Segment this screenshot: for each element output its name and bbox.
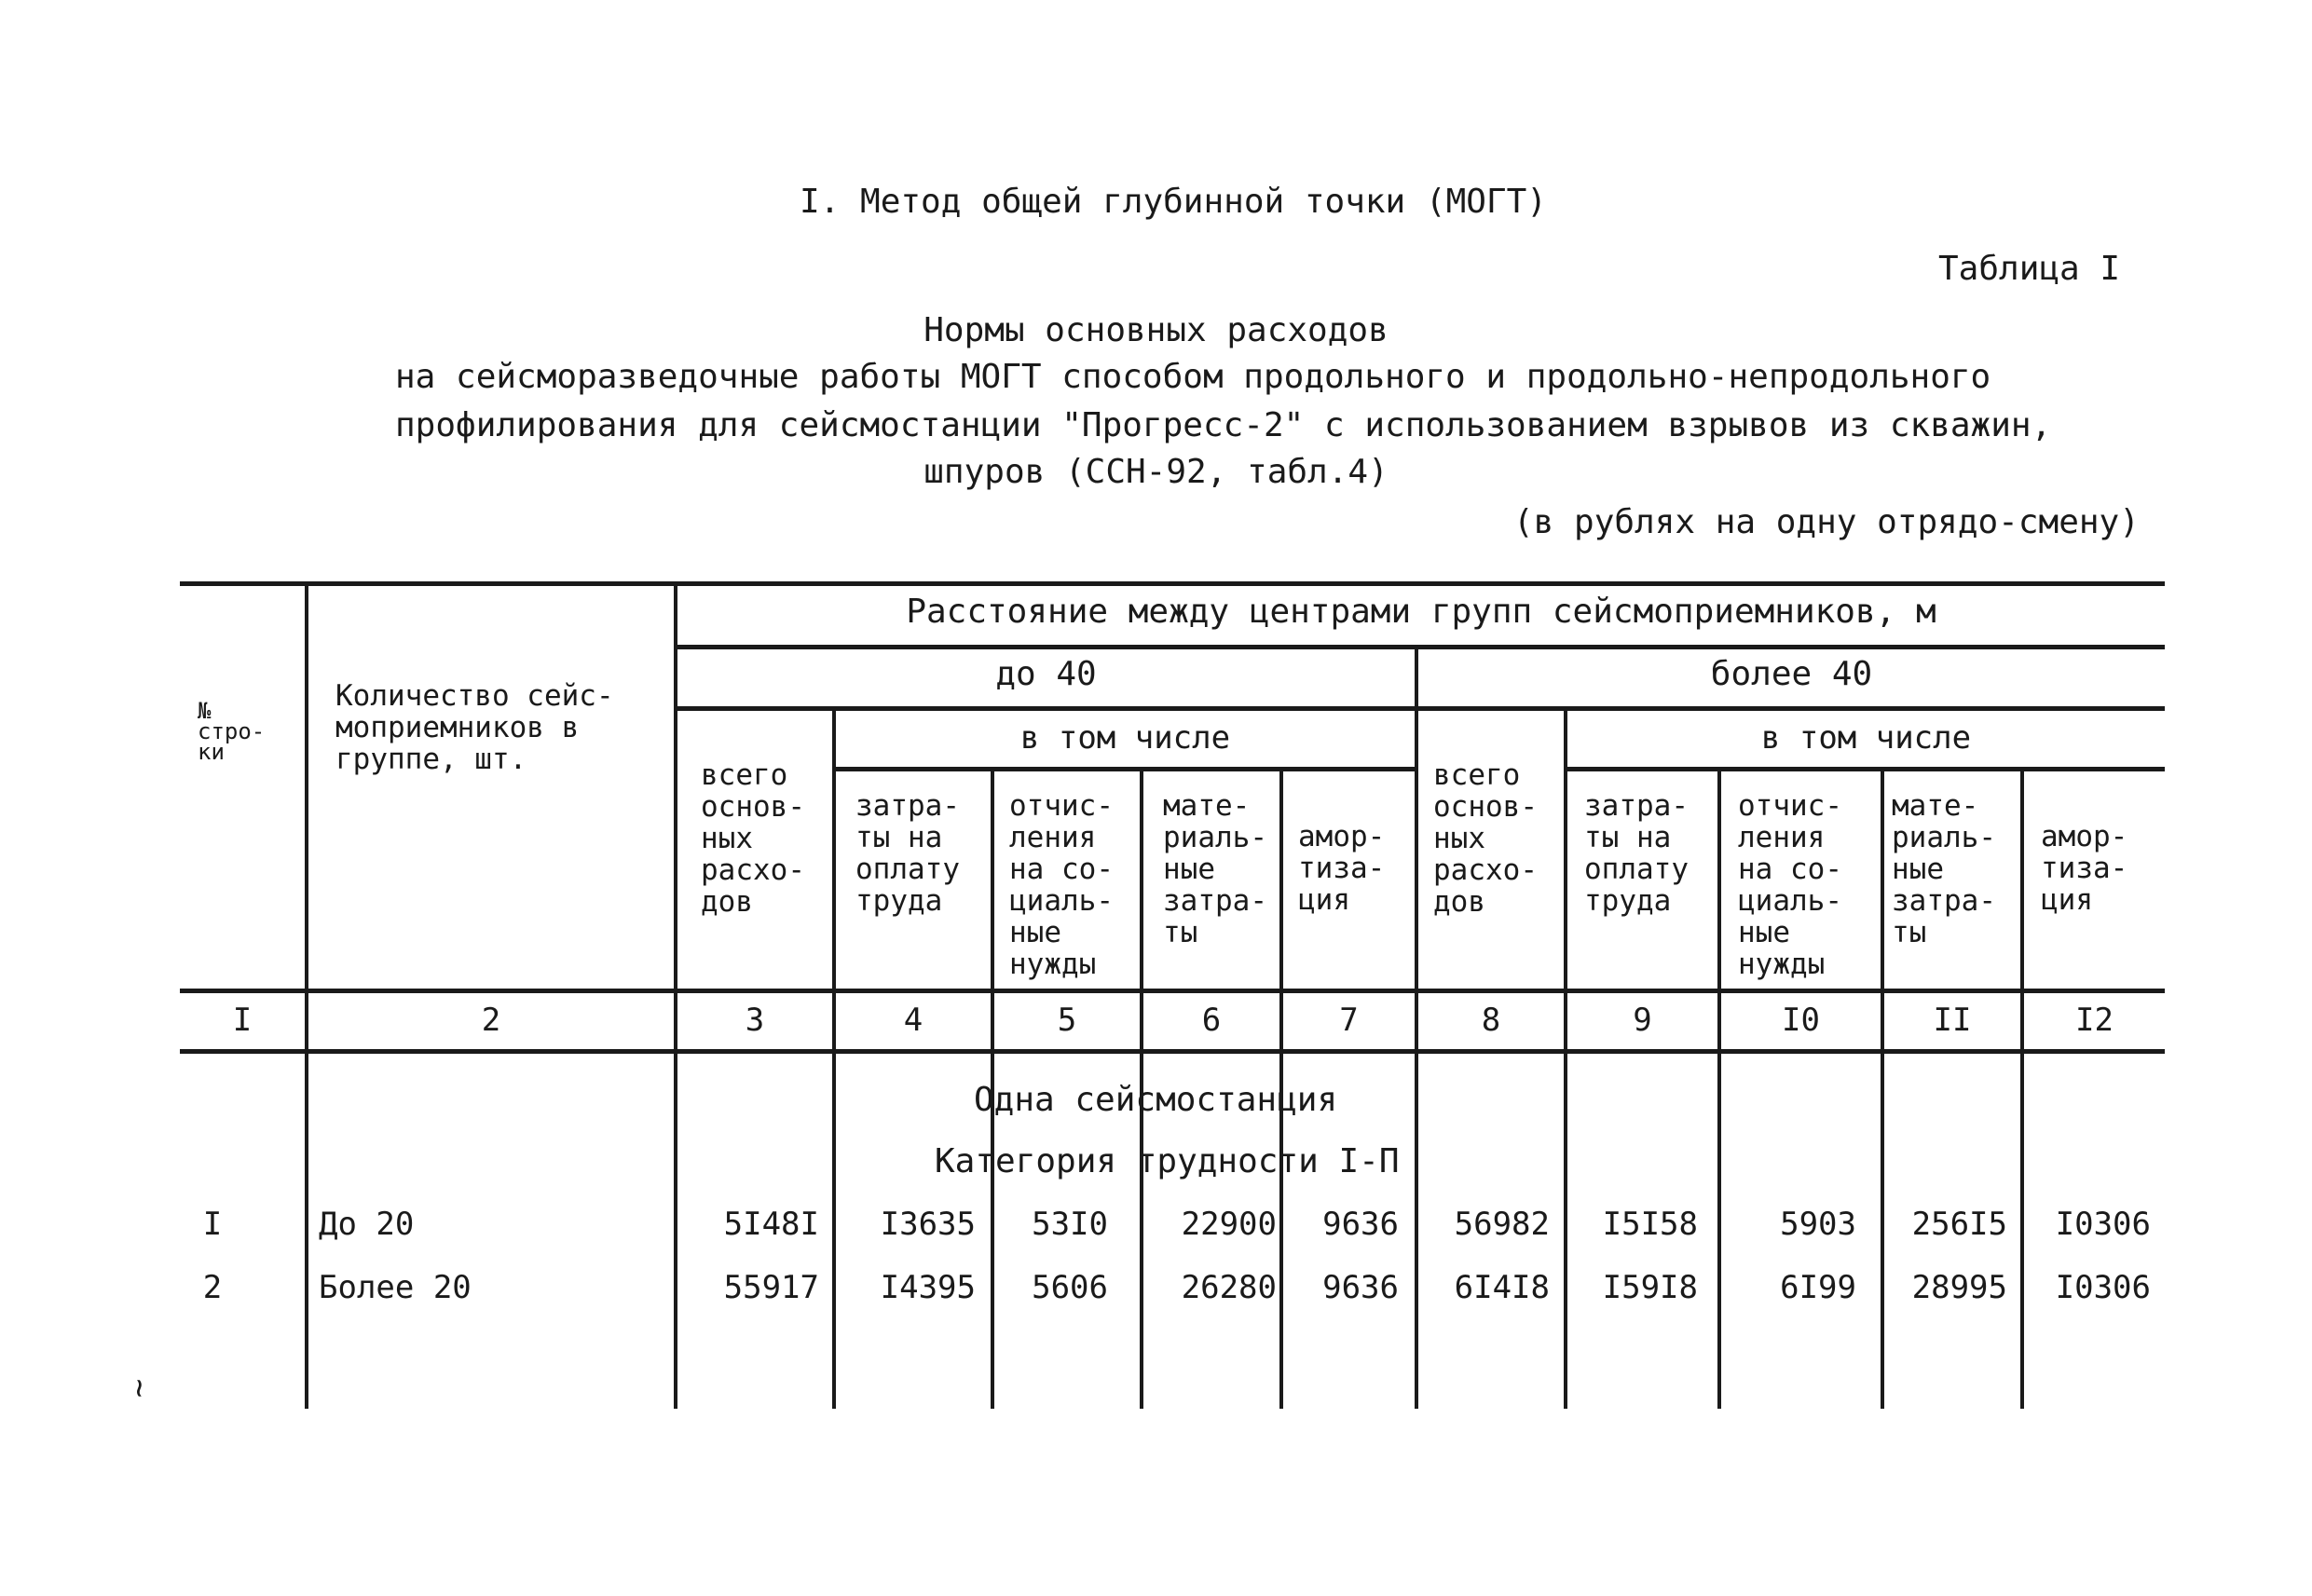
header-labor-line: ты на [855, 821, 943, 854]
header-material-line: ты [1892, 916, 1927, 949]
colnum: 2 [481, 1002, 501, 1039]
section-name: Одна сейсмостанция [974, 1081, 1338, 1119]
cell-social: 6I99 [1780, 1269, 1856, 1306]
colnum: 4 [903, 1002, 923, 1039]
colnum: 8 [1481, 1002, 1501, 1039]
header-labor-line: затра- [855, 789, 960, 823]
header-amort-line: ция [2041, 883, 2093, 917]
header-social-line: отчис- [1009, 789, 1114, 823]
header-labor-line: затра- [1584, 789, 1689, 823]
header-amort-line: ция [1298, 883, 1350, 917]
table-top-rule [180, 581, 2165, 586]
header-material-line: затра- [1892, 884, 1996, 918]
table-label: Таблица I [1938, 250, 2121, 288]
header-total-b [1433, 759, 1538, 918]
header-total-line: всего [1433, 758, 1521, 792]
header-amort-line: тиза- [2041, 852, 2128, 885]
vrule-1 [305, 581, 308, 1409]
header-quantity-line: группе, шт. [335, 743, 527, 776]
margin-mark: ~ [121, 1378, 159, 1398]
cell-total: 6I4I8 [1454, 1269, 1550, 1306]
header-social-line: ные [1009, 916, 1061, 949]
header-total-line: дов [701, 885, 753, 919]
colnum: 9 [1633, 1002, 1652, 1039]
header-amort-line: амор- [2041, 820, 2128, 853]
vrule-11 [2020, 767, 2024, 1409]
header-total-a [701, 759, 805, 918]
header-material-line: ные [1892, 853, 1944, 886]
header-total-line: ных [1433, 822, 1485, 855]
header-material-line: ные [1163, 853, 1215, 886]
header-social-line: нужды [1738, 948, 1826, 981]
caption-line-2: на сейсморазведочные работы МОГТ способом продольного и продольно-непродольного [395, 358, 1991, 396]
header-total-line: расхо- [1433, 853, 1538, 887]
header-total-line: основ- [701, 790, 805, 824]
units-note: (в рублях на одну отрядо-смену) [1513, 503, 2140, 541]
header-material-line: мате- [1892, 789, 1979, 823]
incl-rule-a [834, 767, 1416, 771]
cell-total: 5I48I [723, 1206, 819, 1243]
header-labor-b [1584, 790, 1689, 917]
header-material-line: затра- [1163, 884, 1267, 918]
header-incl-a: в том числе [1019, 719, 1231, 757]
distance-rule [676, 645, 2165, 649]
colnum: I [232, 1002, 253, 1039]
header-social-line: циаль- [1738, 884, 1842, 918]
header-labor-line: ты на [1584, 821, 1672, 854]
cell-labor: I59I8 [1602, 1269, 1698, 1306]
header-social-line: ные [1738, 916, 1790, 949]
header-labor-line: оплату [1584, 853, 1689, 886]
colnum: 6 [1201, 1002, 1222, 1039]
cell-total: 55917 [723, 1269, 819, 1306]
header-material-a [1163, 790, 1267, 948]
colnum: I0 [1782, 1002, 1820, 1039]
header-amort-a [1298, 821, 1385, 916]
header-row-no-line: ки [198, 739, 225, 765]
cell-labor: I4395 [880, 1269, 976, 1306]
header-labor-line: труда [1584, 884, 1672, 918]
header-material-line: риаль- [1163, 821, 1267, 854]
header-quantity-line: моприемников в [335, 711, 580, 744]
cell-total: 56982 [1454, 1206, 1550, 1243]
header-social-line: на со- [1009, 853, 1114, 886]
header-distance: Расстояние между центрами групп сейсмоприемников, м [906, 593, 1936, 631]
cell-social: 5606 [1032, 1269, 1108, 1306]
header-total-line: дов [1433, 885, 1485, 919]
header-material-line: риаль- [1892, 821, 1996, 854]
row-number: 2 [202, 1269, 223, 1306]
cell-amort: I0306 [2055, 1269, 2151, 1306]
incl-rule-b [1566, 767, 2165, 771]
row-number: I [202, 1206, 223, 1243]
cell-material: 256I5 [1911, 1206, 2007, 1243]
section-title: I. Метод общей глубинной точки (МОГТ) [800, 183, 1547, 221]
cell-labor: I3635 [880, 1206, 976, 1243]
cell-amort: 9636 [1322, 1206, 1399, 1243]
header-incl-b: в том числе [1760, 719, 1972, 757]
header-material-b [1892, 790, 1996, 948]
header-quantity [335, 680, 614, 775]
header-social-line: ления [1738, 821, 1826, 854]
header-labor-a [855, 790, 960, 917]
header-upto-40: до 40 [995, 655, 1097, 693]
header-social-line: на со- [1738, 853, 1842, 886]
cell-material: 28995 [1911, 1269, 2007, 1306]
cell-social: 5903 [1780, 1206, 1856, 1243]
header-amort-b [2041, 821, 2127, 916]
header-amort-line: тиза- [1298, 852, 1386, 885]
header-labor-line: оплату [855, 853, 960, 886]
header-row-no-line: стро- [198, 718, 266, 744]
cell-amort: 9636 [1322, 1269, 1399, 1306]
header-row-no [198, 698, 266, 765]
header-total-line: основ- [1433, 790, 1538, 824]
header-social-line: ления [1009, 821, 1097, 854]
cell-amort: I0306 [2055, 1206, 2151, 1243]
cell-material: 22900 [1181, 1206, 1277, 1243]
vrule-10 [1881, 767, 1884, 1409]
header-bottom-rule [180, 989, 2165, 993]
row-label: До 20 [319, 1206, 415, 1243]
colnum-bottom-rule [180, 1049, 2165, 1054]
header-social-line: циаль- [1009, 884, 1114, 918]
header-over-40: более 40 [1710, 655, 1873, 693]
caption-line-1: Нормы основных расходов [923, 311, 1389, 349]
caption-line-3: профилирования для сейсмостанции "Прогресс-2" с использованием взрывов из скважин, [395, 406, 2052, 444]
colnum: I2 [2075, 1002, 2114, 1039]
colnum: II [1933, 1002, 1972, 1039]
header-total-line: расхо- [701, 853, 805, 887]
header-social-a [1009, 790, 1114, 980]
cell-labor: I5I58 [1602, 1206, 1698, 1243]
section-category: Категория трудности I-П [935, 1142, 1400, 1180]
header-quantity-line: Количество сейс- [335, 679, 614, 713]
row-label: Более 20 [319, 1269, 472, 1306]
header-total-line: всего [701, 758, 788, 792]
header-amort-line: амор- [1298, 820, 1386, 853]
header-social-line: отчис- [1738, 789, 1842, 823]
header-material-line: ты [1163, 916, 1198, 949]
vrule-9 [1717, 767, 1721, 1409]
cell-social: 53I0 [1032, 1206, 1108, 1243]
colnum: 3 [745, 1002, 765, 1039]
header-row-no-line: № [198, 698, 212, 724]
header-social-line: нужды [1009, 948, 1097, 981]
colnum: 5 [1057, 1002, 1077, 1039]
header-social-b [1738, 790, 1842, 980]
colnum: 7 [1339, 1002, 1359, 1039]
cell-material: 26280 [1181, 1269, 1277, 1306]
header-labor-line: труда [855, 884, 943, 918]
header-total-line: ных [701, 822, 753, 855]
caption-line-4: шпуров (ССН-92, табл.4) [923, 453, 1389, 491]
header-material-line: мате- [1163, 789, 1251, 823]
range-rule [676, 706, 2165, 711]
